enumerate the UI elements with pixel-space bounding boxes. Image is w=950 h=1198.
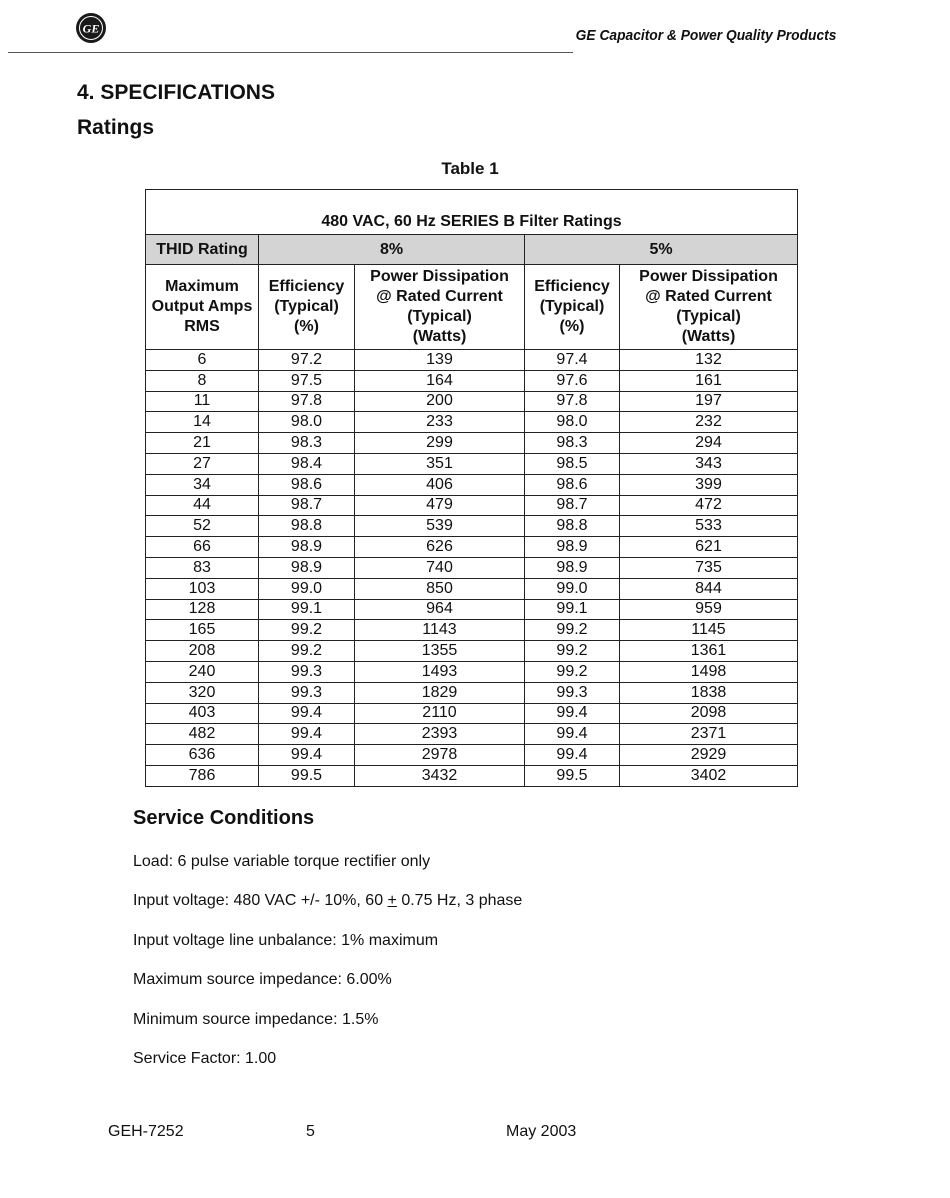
table-row	[146, 620, 798, 641]
cell-efficiency-8: 98.3	[259, 433, 355, 454]
table-row	[146, 557, 798, 578]
cell-amps: 636	[146, 745, 259, 766]
company-header: GE Capacitor & Power Quality Products	[575, 27, 836, 44]
table-row	[146, 516, 798, 537]
cell-power-5: 294	[620, 433, 798, 454]
cell-efficiency-8: 99.5	[259, 765, 355, 786]
cell-efficiency-8: 99.3	[259, 661, 355, 682]
table-row	[146, 537, 798, 558]
cell-efficiency-8: 98.0	[259, 412, 355, 433]
cell-efficiency-8: 99.4	[259, 703, 355, 724]
cell-efficiency-5: 99.5	[525, 765, 620, 786]
cell-efficiency-8: 99.4	[259, 745, 355, 766]
cell-power-8: 139	[355, 350, 525, 371]
cell-power-5: 472	[620, 495, 798, 516]
cell-efficiency-5: 99.4	[525, 724, 620, 745]
cell-power-8: 1829	[355, 682, 525, 703]
cell-efficiency-5: 99.3	[525, 682, 620, 703]
cell-efficiency-5: 99.2	[525, 641, 620, 662]
cell-efficiency-8: 97.8	[259, 391, 355, 412]
cell-power-8: 479	[355, 495, 525, 516]
cell-power-8: 406	[355, 474, 525, 495]
cell-amps: 66	[146, 537, 259, 558]
cell-efficiency-8: 99.4	[259, 724, 355, 745]
cell-efficiency-5: 99.2	[525, 620, 620, 641]
table-row	[146, 474, 798, 495]
cell-efficiency-5: 97.4	[525, 350, 620, 371]
cell-efficiency-8: 98.9	[259, 537, 355, 558]
cell-power-5: 1361	[620, 641, 798, 662]
cell-efficiency-8: 99.0	[259, 578, 355, 599]
cell-power-5: 2098	[620, 703, 798, 724]
table-row	[146, 391, 798, 412]
max-impedance-line: Maximum source impedance: 6.00%	[133, 971, 392, 988]
cell-efficiency-5: 97.8	[525, 391, 620, 412]
cell-amps: 14	[146, 412, 259, 433]
cell-efficiency-8: 99.2	[259, 641, 355, 662]
table-row	[146, 641, 798, 662]
cell-power-8: 740	[355, 557, 525, 578]
service-conditions-title: Service Conditions	[133, 807, 315, 829]
min-impedance-line: Minimum source impedance: 1.5%	[133, 1011, 379, 1028]
cell-efficiency-5: 99.1	[525, 599, 620, 620]
table-row	[146, 578, 798, 599]
cell-amps: 34	[146, 474, 259, 495]
cell-efficiency-5: 98.5	[525, 453, 620, 474]
cell-efficiency-8: 98.7	[259, 495, 355, 516]
table-title: 480 VAC, 60 Hz SERIES B Filter Ratings	[146, 190, 798, 235]
subsection-title: Ratings	[77, 116, 155, 139]
cell-amps: 11	[146, 391, 259, 412]
cell-power-5: 533	[620, 516, 798, 537]
cell-efficiency-5: 99.4	[525, 703, 620, 724]
cell-power-8: 3432	[355, 765, 525, 786]
cell-amps: 128	[146, 599, 259, 620]
cell-power-8: 1355	[355, 641, 525, 662]
cell-efficiency-8: 98.6	[259, 474, 355, 495]
cell-power-5: 1145	[620, 620, 798, 641]
cell-power-8: 299	[355, 433, 525, 454]
input-voltage-line: Input voltage: 480 VAC +/- 10%, 60 + 0.75 Hz, 3 phase	[133, 892, 523, 909]
header-rule	[8, 52, 573, 53]
service-factor-line: Service Factor: 1.00	[133, 1050, 277, 1067]
load-line: Load: 6 pulse variable torque rectifier only	[133, 853, 431, 870]
table-row	[146, 370, 798, 391]
table-row	[146, 599, 798, 620]
cell-power-8: 539	[355, 516, 525, 537]
table-row	[146, 661, 798, 682]
footer-doc-number: GEH-7252	[108, 1123, 184, 1140]
cell-power-8: 626	[355, 537, 525, 558]
cell-efficiency-5: 99.4	[525, 745, 620, 766]
cell-efficiency-5: 99.0	[525, 578, 620, 599]
table-row	[146, 495, 798, 516]
cell-efficiency-8: 99.3	[259, 682, 355, 703]
cell-power-5: 132	[620, 350, 798, 371]
cell-amps: 208	[146, 641, 259, 662]
cell-efficiency-5: 98.3	[525, 433, 620, 454]
table-row	[146, 703, 798, 724]
cell-power-5: 1498	[620, 661, 798, 682]
cell-efficiency-5: 98.9	[525, 557, 620, 578]
section-title: 4. SPECIFICATIONS	[77, 81, 275, 104]
col-header-amps: Maximum Output Amps RMS	[146, 265, 259, 350]
cell-power-5: 3402	[620, 765, 798, 786]
cell-amps: 240	[146, 661, 259, 682]
cell-amps: 165	[146, 620, 259, 641]
cell-power-5: 959	[620, 599, 798, 620]
cell-power-8: 1493	[355, 661, 525, 682]
cell-amps: 403	[146, 703, 259, 724]
cell-power-5: 1838	[620, 682, 798, 703]
cell-efficiency-5: 98.6	[525, 474, 620, 495]
table-row	[146, 433, 798, 454]
cell-power-5: 399	[620, 474, 798, 495]
cell-power-8: 2110	[355, 703, 525, 724]
table-row	[146, 724, 798, 745]
cell-power-8: 233	[355, 412, 525, 433]
cell-amps: 786	[146, 765, 259, 786]
cell-amps: 27	[146, 453, 259, 474]
cell-power-5: 2929	[620, 745, 798, 766]
cell-efficiency-8: 98.9	[259, 557, 355, 578]
col-header-efficiency-5: Efficiency (Typical) (%)	[525, 265, 620, 350]
cell-efficiency-5: 97.6	[525, 370, 620, 391]
cell-power-8: 2393	[355, 724, 525, 745]
cell-amps: 52	[146, 516, 259, 537]
ge-logo	[75, 12, 107, 44]
cell-power-5: 343	[620, 453, 798, 474]
cell-efficiency-8: 97.2	[259, 350, 355, 371]
cell-power-8: 1143	[355, 620, 525, 641]
cell-power-5: 197	[620, 391, 798, 412]
cell-amps: 103	[146, 578, 259, 599]
footer-date: May 2003	[506, 1123, 577, 1140]
cell-power-5: 161	[620, 370, 798, 391]
cell-power-8: 2978	[355, 745, 525, 766]
col-header-power-8: Power Dissipation @ Rated Current (Typical) (Watts)	[355, 265, 525, 350]
cell-efficiency-5: 98.0	[525, 412, 620, 433]
cell-power-8: 351	[355, 453, 525, 474]
cell-efficiency-5: 99.2	[525, 661, 620, 682]
cell-power-5: 735	[620, 557, 798, 578]
cell-power-8: 164	[355, 370, 525, 391]
table-row	[146, 453, 798, 474]
cell-power-8: 964	[355, 599, 525, 620]
cell-efficiency-8: 97.5	[259, 370, 355, 391]
cell-power-8: 850	[355, 578, 525, 599]
col-header-power-5: Power Dissipation @ Rated Current (Typical) (Watts)	[620, 265, 798, 350]
cell-power-5: 2371	[620, 724, 798, 745]
table-row	[146, 745, 798, 766]
cell-amps: 8	[146, 370, 259, 391]
table-caption: Table 1	[441, 159, 499, 178]
logo-text: GE	[82, 21, 100, 36]
cell-amps: 482	[146, 724, 259, 745]
cell-amps: 6	[146, 350, 259, 371]
thid-8: 8%	[259, 235, 525, 265]
cell-power-5: 844	[620, 578, 798, 599]
cell-amps: 44	[146, 495, 259, 516]
thid-label: THID Rating	[146, 235, 259, 265]
cell-efficiency-5: 98.7	[525, 495, 620, 516]
cell-efficiency-8: 98.8	[259, 516, 355, 537]
thid-5: 5%	[525, 235, 798, 265]
cell-power-5: 621	[620, 537, 798, 558]
table-row	[146, 412, 798, 433]
table-row	[146, 765, 798, 786]
cell-efficiency-8: 99.1	[259, 599, 355, 620]
unbalance-line: Input voltage line unbalance: 1% maximum	[133, 932, 439, 949]
cell-power-5: 232	[620, 412, 798, 433]
cell-amps: 83	[146, 557, 259, 578]
cell-power-8: 200	[355, 391, 525, 412]
cell-efficiency-8: 99.2	[259, 620, 355, 641]
ratings-table	[145, 189, 798, 787]
cell-amps: 21	[146, 433, 259, 454]
cell-amps: 320	[146, 682, 259, 703]
footer-page-number: 5	[306, 1123, 315, 1140]
col-header-efficiency-8: Efficiency (Typical) (%)	[259, 265, 355, 350]
cell-efficiency-5: 98.8	[525, 516, 620, 537]
cell-efficiency-5: 98.9	[525, 537, 620, 558]
table-row	[146, 350, 798, 371]
table-row	[146, 682, 798, 703]
cell-efficiency-8: 98.4	[259, 453, 355, 474]
